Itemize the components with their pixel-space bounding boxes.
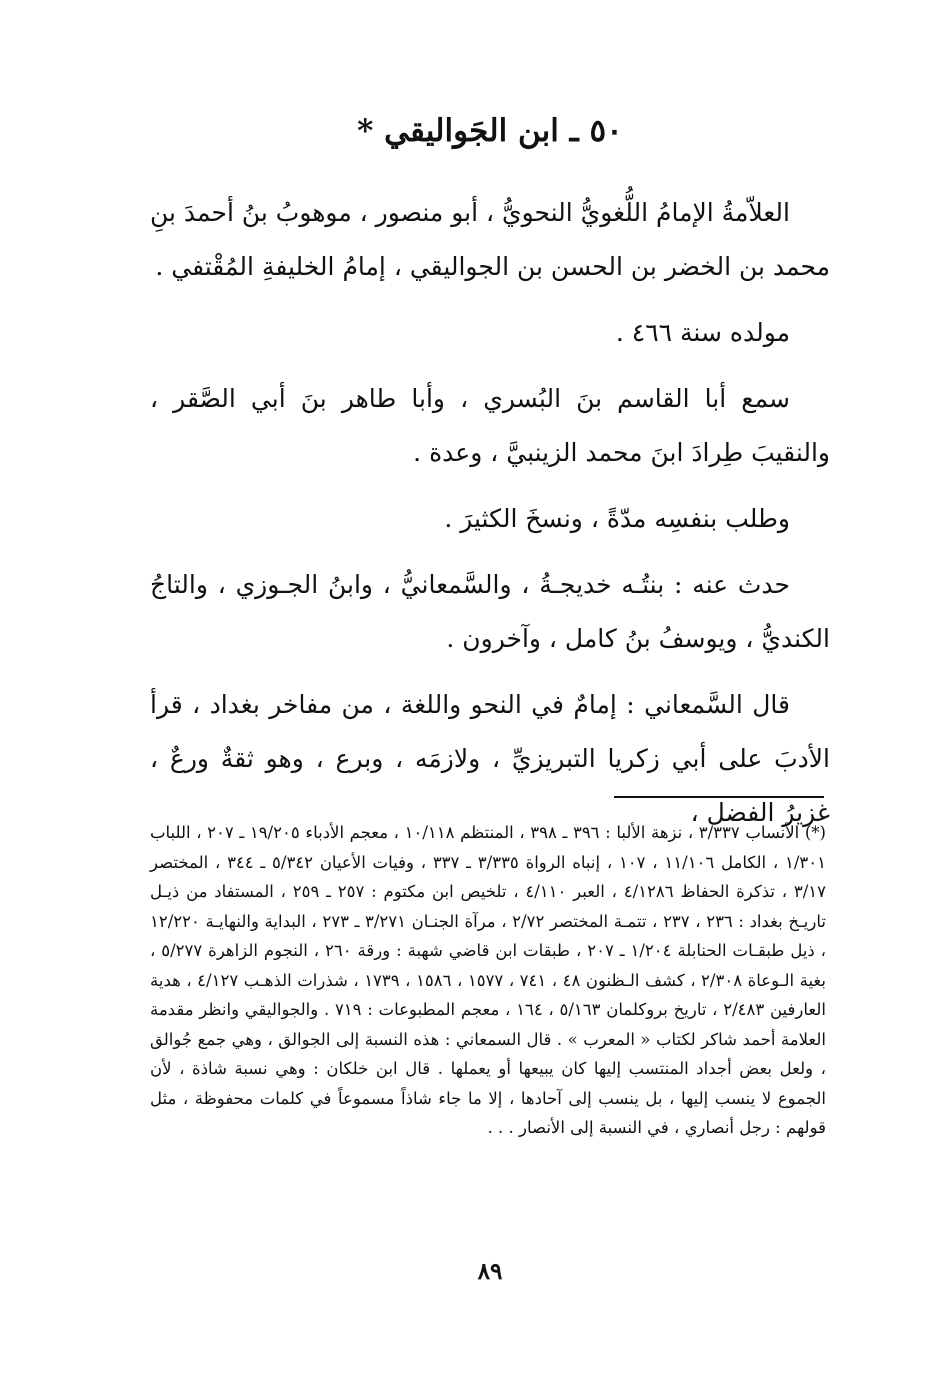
paragraph-students: حدث عنه : بنتُـه خديجـةُ ، والسَّمعانيُّ ، وابنُ الجـوزي ، والتاجُ الكنديُّ ، ويوسفُ بنُ كامل ، وآخرون . <box>150 570 830 653</box>
paragraph-samani-quote: قال السَّمعاني : إمامٌ في النحو واللغة ، من مفاخر بغداد ، قرأ الأدبَ على أبي زكريا التبريزيِّ ، ولازمَه ، وبرع ، وهو ثقةٌ ورعٌ ، غزيرُ الفضل ، <box>150 690 830 827</box>
paragraph-teachers: سمع أبا القاسم بنَ البُسري ، وأبا طاهر بنَ أبي الصَّقر ، والنقيبَ طِرادَ ابنَ محمد الزينبيَّ ، وعدة . <box>150 384 830 467</box>
paragraph-name-lineage: العلاّمةُ الإمامُ اللُّغويُّ النحويُّ ، أبو منصور ، موهوبُ بنُ أحمدَ بنِ محمد بن الخضر بن الحسن بن الجواليقي ، إمامُ الخليفةِ المُقْتفي . <box>149 198 830 281</box>
footnote-divider <box>614 796 824 798</box>
page-number: ٨٩ <box>477 1258 503 1285</box>
paragraph-birth: مولده سنة ٤٦٦ . <box>615 318 790 347</box>
biography-text <box>150 186 830 852</box>
footnote-sources: (*) الأنساب ٣/٣٣٧ ، نزهة الألبا : ٣٩٦ ـ ٣٩٨ ، المنتظم ١٠/١١٨ ، معجم الأدباء ١٩/٢٠٥ ـ ٢٠٧ ، اللباب ١/٣٠١ ، الكامل ١١/١٠٦ ، ١٠٧ ، إنباه الرواة ٣/٣٣٥ ـ ٣٣٧ ، وفيات الأعيان ٥/٣٤٢ ـ ٣٤٤ ، المختصر ٣/١٧ ، تذكرة الحفاظ ٤/١٢٨٦ ، العبر ٤/١١٠ ، تلخيص ابن مكتوم : ٢٥٧ ـ ٢٥٩ ، المستفاد من ذيـل تاريـخ بغداد : ٢٣٦ ، ٢٣٧ ، تتمـة المختصر ٢/٧٢ ، مرآة الجنـان ٣/٢٧١ ـ ٢٧٣ ، البداية والنهايـة ١٢/٢٢٠ ، ذيل طبقـات الحنابلة ١/٢٠٤ ـ ٢٠٧ ، طبقات ابن قاضي شهبة : ورقة ٢٦٠ ، النجوم الزاهرة ٥/٢٧٧ ، بغية الـوعاة ٢/٣٠٨ ، كشف الـظنون ٤٨ ، ٧٤١ ، ١٥٧٧ ، ١٥٨٦ ، ١٧٣٩ ، شذرات الذهـب ٤/١٢٧ ، هدية العارفين ٢/٤٨٣ ، تاريخ بروكلمان ٥/١٦٣ ، ١٦٤ ، معجم المطبوعات : ٧١٩ . والجواليقي وانظر مقدمة العلامة أحمد شاكر لكتاب « المعرب » . قال السمعاني : هذه النسبة إلى الجوالق ، وهي جمع جُوالق ، ولعل بعض أجداد المنتسب إليها كان يبيعها أو يعملها . قال ابن خلكان : وهي نسبة شاذة ، لأن الجموع لا ينسب إليها ، بل ينسب إلى آحادها ، إلا ما جاء شاذاً مسموعاً في كلمات محفوظة ، مثل قولهم : رجل أنصاري ، في النسبة إلى الأنصار . . . <box>150 823 827 1137</box>
paragraph-study: وطلب بنفسِه مدّةً ، ونسخَ الكثيرَ . <box>444 504 790 533</box>
entry-title: ٥٠ ـ ابن الجَواليقي * <box>357 113 623 149</box>
